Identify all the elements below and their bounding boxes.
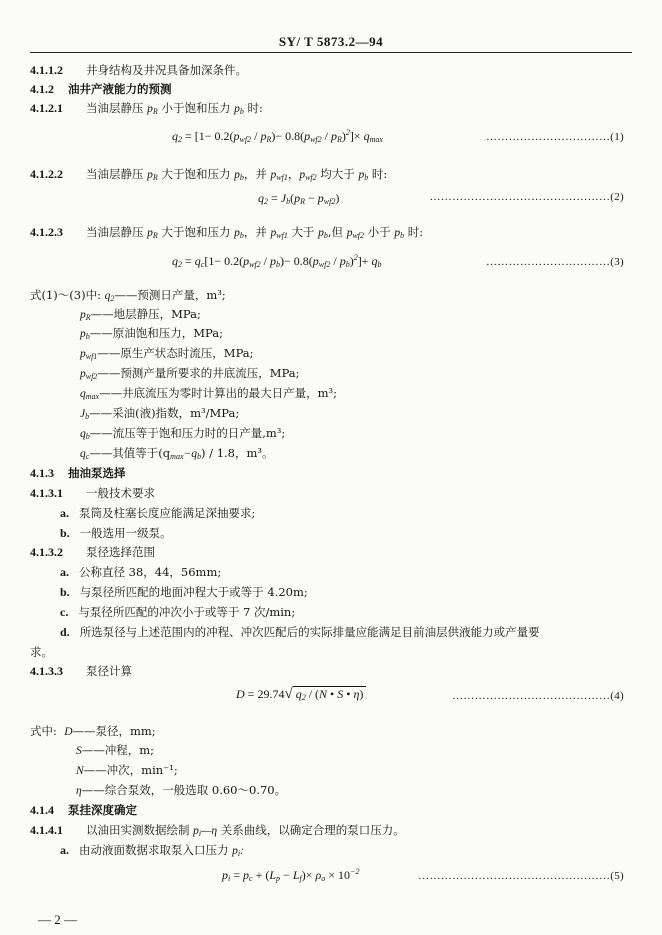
symbol-pR: $p_R$: [147, 169, 158, 182]
legend-2-item: [76, 743, 154, 758]
section-4-1-4: [30, 803, 137, 817]
symbol-pR: $p_R$: [147, 227, 158, 240]
symbol-qb: $q_b$: [80, 428, 90, 441]
list-marker: c.: [60, 605, 69, 619]
symbol-pR: $p_R$: [80, 309, 91, 322]
symbol-pb: $p_b$: [318, 227, 328, 240]
equation-3-number: ……………………………(3): [485, 256, 624, 268]
clause-text: 均大于: [316, 167, 359, 181]
legend-2-item: [76, 783, 286, 798]
section-title: 油井产液能力的预测: [68, 82, 172, 96]
symbol-q2: $q_2$: [104, 290, 115, 303]
clause-text: 小于饱和压力: [157, 101, 235, 115]
clause-text: 大于饱和压力: [157, 167, 235, 181]
legend-1-intro: [30, 288, 226, 303]
legend-1-item: [80, 366, 300, 381]
section-number: 4.1.2: [30, 82, 54, 96]
legend-symbol: η: [76, 785, 82, 797]
symbol-pwf2: $p_{wf2}$: [299, 169, 317, 182]
list-item: [60, 585, 308, 599]
symbol-pi-eta: $p_i—\eta$: [193, 825, 218, 838]
clause-text: 大于: [287, 225, 319, 239]
symbol-pwf2: $p_{wf2}$: [80, 368, 98, 381]
clause-4-1-2-3: [30, 225, 423, 240]
legend-symbol: N: [76, 765, 84, 777]
symbol-pR: $p_R$: [147, 103, 158, 116]
symbol-pb: $p_b$: [234, 103, 244, 116]
legend-1-item: [80, 326, 223, 341]
clause-number: 4.1.3.1: [30, 486, 63, 500]
list-marker: a.: [60, 843, 69, 857]
equation-1: $q_2 = [1- 0.2(p_{wf2} / p_R)- 0.8(p_{wf2} / p_R)^2]\times q_{max}$: [172, 128, 383, 144]
legend-1-item: [80, 307, 201, 322]
legend-desc: ——综合泵效，一般选取 0.60～0.70。: [81, 783, 287, 797]
symbol-pb: $p_b$: [80, 328, 90, 341]
clause-text: 关系曲线，以确定合理的泵口压力。: [217, 823, 405, 837]
clause-4-1-3-2: [30, 545, 155, 559]
clause-text: 当油层静压: [86, 101, 148, 115]
clause-text: 大于饱和压力: [157, 225, 235, 239]
symbol-pwf1: $p_{wf1}$: [80, 348, 98, 361]
clause-number: 4.1.1.2: [30, 63, 63, 77]
list-marker: a.: [60, 506, 69, 520]
legend-intro-text: 式(1)～(3)中:: [30, 288, 101, 302]
legend-desc: ——原生产状态时流压，MPa;: [97, 346, 254, 360]
list-text: 一般选用一级泵。: [79, 526, 172, 540]
legend-desc: ——其值等于(q: [89, 446, 171, 460]
symbol-pb: $p_b$: [234, 169, 244, 182]
legend-2-intro: [30, 724, 156, 739]
legend-1-item: [80, 386, 337, 401]
section-4-1-2: [30, 82, 172, 96]
list-continuation: 求。: [30, 645, 53, 659]
legend-intro-text: 式中:: [30, 724, 57, 738]
legend-desc: ——预测产量所要求的井底流压，MPa;: [97, 366, 300, 380]
clause-title: 一般技术要求: [86, 486, 155, 500]
list-item: [60, 506, 255, 520]
clause-text: ，并: [243, 225, 271, 239]
equation-3: $q_2 = q_c[1- 0.2(p_{wf2} / p_b)- 0.8(p_{wf2} / p_b)^2]+ q_b$: [172, 253, 382, 269]
equation-5: $p_i = p_c + (L_p - L_f)\times \rho_o \times 10^{-2}$: [222, 867, 360, 883]
clause-title: 泵径选择范围: [86, 545, 155, 559]
symbol-pb: $p_b$: [394, 227, 405, 240]
equation-2-number: …………………………………………(2): [429, 191, 624, 203]
list-item: [60, 843, 244, 858]
symbol-qmax: $q_{max}$: [80, 388, 100, 401]
symbol-pb: $p_b$: [234, 227, 244, 240]
legend-desc: ——冲次，min⁻¹;: [83, 763, 178, 777]
legend-1-item: $q_c——$其值等于$(q_{max}-q_b) / 1.8$，m³。: [80, 446, 274, 461]
symbol-qc: $q_c$: [80, 448, 90, 461]
legend-1-item: [80, 426, 285, 441]
clause-text: ，: [287, 167, 300, 181]
list-marker: b.: [60, 585, 70, 599]
legend-desc: ——冲程，m;: [81, 743, 155, 757]
list-item: [60, 605, 295, 619]
clause-text: 当油层静压: [86, 167, 148, 181]
legend-desc: ——地层静压，MPa;: [90, 307, 201, 321]
clause-text: 井身结构及井况具备加深条件。: [86, 63, 247, 77]
section-number: 4.1.4: [30, 803, 54, 817]
list-text: 由动液面数据求取泵入口压力: [79, 843, 233, 857]
list-marker: a.: [60, 565, 69, 579]
clause-4-1-2-1: [30, 101, 263, 116]
legend-2-item: [76, 763, 178, 778]
clause-text: ,但: [327, 225, 347, 239]
clause-number: 4.1.3.3: [30, 664, 63, 678]
legend-1-item: [80, 346, 254, 361]
symbol-pwf2: $p_{wf2}$: [346, 227, 365, 240]
header-rule: [30, 52, 632, 53]
clause-text: 以油田实测数据绘制: [86, 823, 194, 837]
page-number: — 2 —: [38, 912, 77, 927]
symbol-pwf1: $p_{wf1}$: [270, 169, 288, 182]
list-item: [60, 565, 221, 579]
legend-desc: ，m³。: [234, 446, 274, 460]
running-header: SY/ T 5873.2—94: [278, 34, 384, 49]
clause-4-1-1-2: [30, 63, 247, 77]
list-text: 所选泵径与上述范围内的冲程、冲次匹配后的实际排量应能满足目前油层供液能力或产量要: [79, 625, 540, 639]
clause-4-1-3-3: [30, 664, 132, 678]
clause-number: 4.1.2.1: [30, 101, 63, 115]
list-item: [60, 625, 540, 639]
symbol-pi: $p_i$:: [232, 845, 244, 858]
clause-text: 当油层静压: [86, 225, 148, 239]
section-title: 抽油泵选择: [68, 466, 126, 480]
clause-number: 4.1.2.2: [30, 167, 63, 181]
list-marker: d.: [60, 625, 70, 639]
equation-2: $q_2 = J_b(p_R - p_{wf2})$: [258, 191, 340, 206]
legend-symbol: S: [76, 745, 82, 757]
equation-4-number: ……………………………………(4): [452, 690, 624, 702]
list-text: 公称直径 38，44，56mm;: [79, 565, 222, 579]
equation-1-number: ……………………………(1): [485, 131, 624, 143]
clause-text: ，并: [243, 167, 271, 181]
list-text: 与泵径所匹配的冲次小于或等于 7 次/min;: [78, 605, 296, 619]
section-4-1-3: [30, 466, 126, 480]
symbol-Jb: $J_b$: [80, 408, 90, 421]
list-marker: b.: [60, 526, 70, 540]
clause-text: 时:: [368, 167, 388, 181]
clause-number: 4.1.3.2: [30, 545, 63, 559]
legend-desc: ——采油(液)指数，m³/MPa;: [89, 406, 240, 420]
symbol-pb: $p_b$: [358, 169, 369, 182]
symbol-qmax-qb: $_{max}-q_b$: [170, 448, 202, 461]
legend-1-item: [80, 406, 239, 421]
equation-4: D = 29.74√ $q_2 / (N$ • S • η): [236, 686, 366, 701]
clause-4-1-2-2: [30, 167, 387, 182]
clause-number: 4.1.2.3: [30, 225, 63, 239]
clause-text: 时:: [243, 101, 263, 115]
legend-symbol: D: [64, 726, 73, 738]
section-number: 4.1.3: [30, 466, 54, 480]
clause-4-1-3-1: [30, 486, 155, 500]
symbol-pwf1: $p_{wf1}$: [270, 227, 288, 240]
legend-desc: ——原油饱和压力，MPa;: [89, 326, 223, 340]
list-text: 与泵径所匹配的地面冲程大于或等于 4.20m;: [79, 585, 308, 599]
clause-number: 4.1.4.1: [30, 823, 63, 837]
clause-text: 时:: [404, 225, 424, 239]
equation-5-number: ……………………………………………(5): [418, 870, 624, 882]
legend-desc: ——井底流压为零时计算出的最大日产量，m³;: [99, 386, 337, 400]
clause-text: 小于: [364, 225, 395, 239]
legend-desc: ——预测日产量，m³;: [114, 288, 226, 302]
clause-title: 泵径计算: [86, 664, 132, 678]
clause-4-1-4-1: [30, 823, 405, 838]
legend-desc: ——泵径，mm;: [72, 724, 156, 738]
section-title: 泵挂深度确定: [68, 803, 137, 817]
legend-desc: ——流压等于饱和压力时的日产量,m³;: [89, 426, 286, 440]
list-text: 泵筒及柱塞长度应能满足深抽要求;: [79, 506, 256, 520]
list-item: [60, 526, 172, 540]
